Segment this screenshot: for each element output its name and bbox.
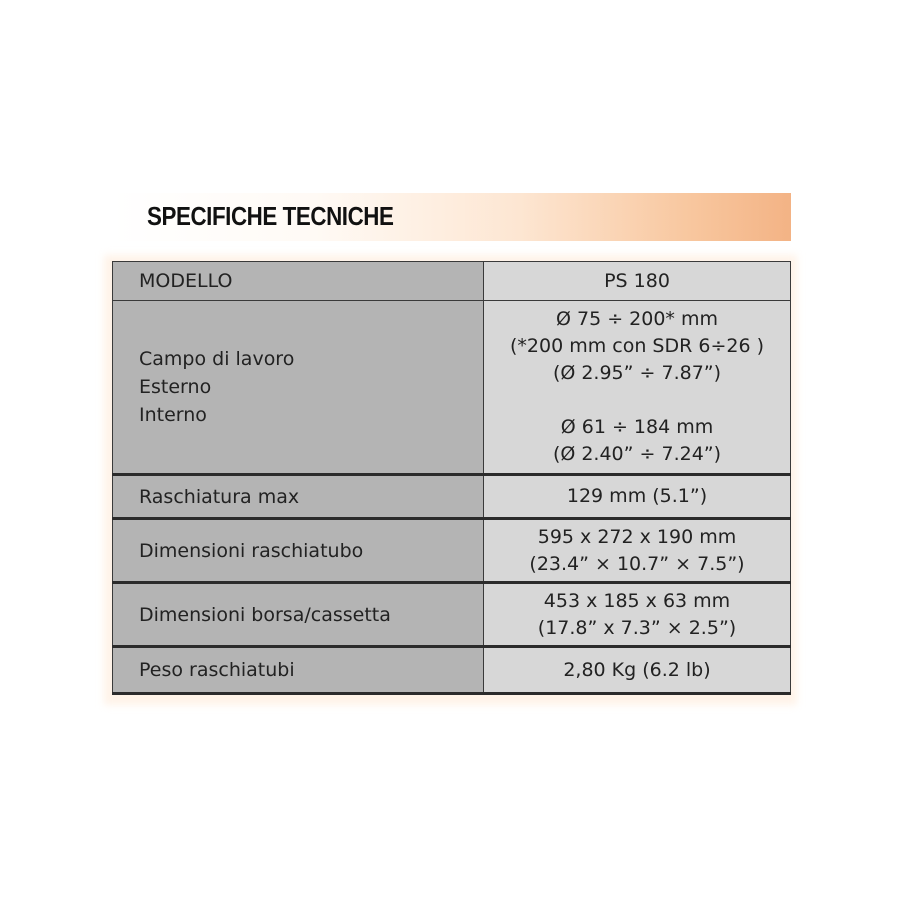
label-esterno-text: Esterno	[139, 376, 212, 398]
row-dimensioni-raschiatubo	[113, 519, 791, 583]
label-modello-text: MODELLO	[139, 270, 233, 292]
title-banner	[112, 193, 791, 241]
spec-table	[112, 261, 791, 695]
label-raschiatura	[113, 475, 484, 519]
label-dimensioni-raschiatubo	[113, 519, 484, 583]
value-dim-borsa-inch: (17.8” x 7.3” × 2.5”)	[537, 616, 737, 639]
value-dim-raschiatubo-mm: 595 x 272 x 190 mm	[537, 525, 737, 548]
row-campo-lavoro	[113, 301, 791, 475]
value-modello	[484, 262, 791, 301]
value-esterno-range: Ø 75 ÷ 200* mm	[556, 308, 718, 330]
value-peso-text: 2,80 Kg (6.2 lb)	[563, 658, 711, 681]
value-dim-borsa-mm: 453 x 185 x 63 mm	[543, 589, 731, 612]
label-dimensioni-raschiatubo-text: Dimensioni raschiatubo	[139, 539, 364, 562]
value-gap	[484, 387, 790, 414]
value-dimensioni-borsa	[484, 583, 791, 647]
label-peso	[113, 647, 484, 694]
value-raschiatura	[484, 475, 791, 519]
value-modello-text: PS 180	[604, 269, 670, 292]
value-esterno-note: (*200 mm con SDR 6÷26 )	[510, 335, 764, 357]
value-interno-inch: (Ø 2.40” ÷ 7.24”)	[552, 443, 722, 465]
value-dim-raschiatubo-inch: (23.4” × 10.7” × 7.5”)	[529, 552, 745, 575]
value-dimensioni-raschiatubo	[484, 519, 791, 583]
value-campo-lavoro	[484, 301, 791, 475]
label-raschiatura-text: Raschiatura max	[139, 485, 300, 508]
row-raschiatura	[113, 475, 791, 519]
label-interno-text: Interno	[139, 404, 207, 426]
label-dimensioni-borsa	[113, 583, 484, 647]
value-peso	[484, 647, 791, 694]
row-dimensioni-borsa	[113, 583, 791, 647]
value-esterno-inch: (Ø 2.95” ÷ 7.87”)	[552, 362, 722, 384]
row-peso	[113, 647, 791, 694]
value-interno-range: Ø 61 ÷ 184 mm	[560, 416, 714, 438]
label-modello	[113, 262, 484, 301]
row-modello	[113, 262, 791, 301]
label-campo-lavoro	[113, 301, 484, 475]
label-dimensioni-borsa-text: Dimensioni borsa/cassetta	[139, 603, 391, 626]
page-title: SPECIFICHE TECNICHE	[147, 201, 394, 231]
label-peso-text: Peso raschiatubi	[139, 659, 295, 681]
value-raschiatura-text: 129 mm (5.1”)	[566, 485, 708, 507]
label-campo-text: Campo di lavoro	[139, 348, 295, 370]
